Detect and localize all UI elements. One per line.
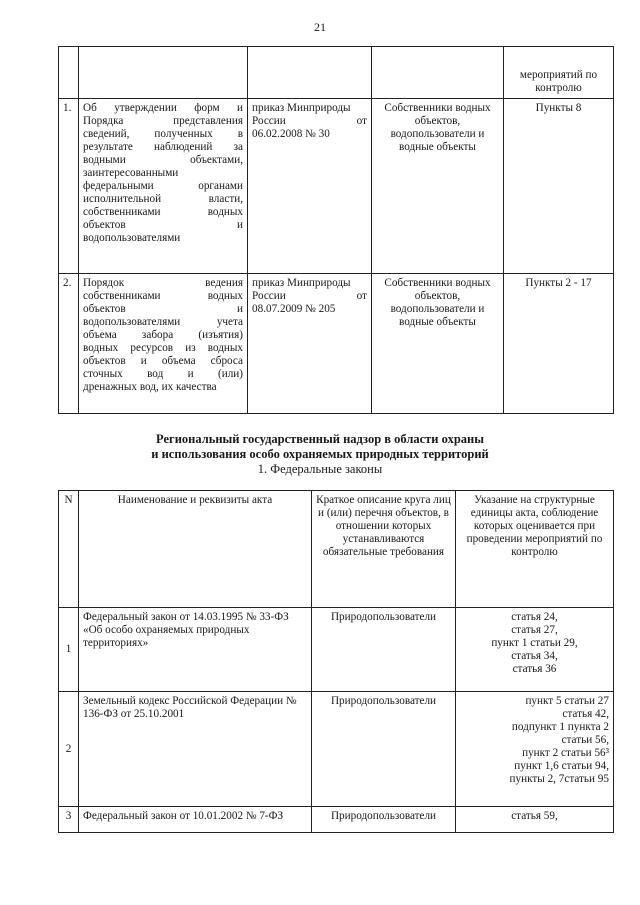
table-row xyxy=(59,692,614,807)
subjects-cell: Собственники водных объектов, водопользователи и водные объекты xyxy=(372,99,504,274)
point-line: подпункт 1 пункта 2 xyxy=(511,721,609,733)
act-name-line: дренажных вод, их качества xyxy=(83,381,217,393)
act-reference-line: 08.07.2009 № 205 xyxy=(252,303,336,315)
row-number: 3 xyxy=(59,807,79,833)
act-reference-line: России от xyxy=(252,290,367,302)
act-name-line: объема забора (изъятия) xyxy=(83,329,243,341)
act-reference-cell xyxy=(248,99,372,274)
point-line: статья 42, xyxy=(562,708,609,720)
subjects-cell: Собственники водных объектов, водопользователи и водные объекты xyxy=(372,274,504,414)
act-name-line: федеральными органами xyxy=(83,180,243,192)
header-description: Краткое описание круга лиц и (или) перечня объектов, в отношении которых устанавливаются обязательные требования xyxy=(312,491,456,608)
act-name-line: собственниками водных xyxy=(83,290,243,302)
act-name-line: Об утверждении форм и xyxy=(83,102,243,114)
points-cell: Пункты 8 xyxy=(504,99,614,274)
page-number: 21 xyxy=(314,20,326,34)
header-act-name: Наименование и реквизиты акта xyxy=(79,491,312,608)
header-cell-empty xyxy=(79,47,248,99)
row-number: 1 xyxy=(59,608,79,692)
table-row xyxy=(59,274,614,414)
point-line: статья 24, xyxy=(511,611,558,623)
act-name-line: Порядка представления xyxy=(83,115,243,127)
act-name-line: сведений, полученных в xyxy=(83,128,243,140)
point-line: статья 34, xyxy=(511,650,558,662)
point-line: пункт 1 статьи 29, xyxy=(491,637,578,649)
header-cell-empty xyxy=(372,47,504,99)
act-name-cell: Федеральный закон от 10.01.2002 № 7-ФЗ xyxy=(79,807,312,833)
act-reference-line: 06.02.2008 № 30 xyxy=(252,128,330,140)
act-name-line: водных ресурсов из водных xyxy=(83,342,243,354)
act-name-line: Порядок ведения xyxy=(83,277,243,289)
points-cell: Пункты 2 - 17 xyxy=(504,274,614,414)
header-cell-empty xyxy=(248,47,372,99)
act-name-line: результате наблюдений за xyxy=(83,141,243,153)
act-name-line: объектов и xyxy=(83,303,243,315)
act-name-line: исполнительной власти, xyxy=(83,193,243,205)
section-title-line-1: Региональный государственный надзор в области охраны xyxy=(156,432,484,446)
point-line: статьи 56, xyxy=(561,734,609,746)
point-line: пункт 1,6 статьи 94, xyxy=(514,760,609,772)
subjects-cell: Природопользователи xyxy=(312,807,456,833)
protected-areas-table xyxy=(58,490,614,833)
act-name-line: заинтересованными xyxy=(83,167,179,179)
act-name-line: водопользователями xyxy=(83,232,181,244)
table-row xyxy=(59,608,614,692)
act-name-cell: Федеральный закон от 14.03.1995 № 33-ФЗ «Об особо охраняемых природных территориях» xyxy=(79,608,312,692)
act-name-line: водопользователями учета xyxy=(83,316,243,328)
act-name-cell xyxy=(79,99,248,274)
section-title-line-2: и использования особо охраняемых природных территорий xyxy=(151,447,489,461)
header-num: N xyxy=(59,491,79,608)
point-line: пункт 2 статьи 56³ xyxy=(522,747,609,759)
act-reference-line: России от xyxy=(252,115,367,127)
row-number: 1. xyxy=(59,99,79,274)
header-cell-empty xyxy=(59,47,79,99)
point-line: статья 27, xyxy=(511,624,558,636)
point-line: статья 36 xyxy=(512,663,557,675)
point-line: пункт 5 статьи 27 xyxy=(525,695,609,707)
points-cell xyxy=(456,692,614,807)
table-row xyxy=(59,99,614,274)
header-points: Указание на структурные единицы акта, соблюдение которых оценивается при проведении мероприятий по контролю xyxy=(456,491,614,608)
table-row xyxy=(59,807,614,833)
table-header-continuation-row xyxy=(59,47,614,99)
act-name-line: объектов и xyxy=(83,219,243,231)
act-name-line: сточных вод и (или) xyxy=(83,368,243,380)
points-cell xyxy=(456,807,614,833)
points-cell xyxy=(456,608,614,692)
subjects-cell: Природопользователи xyxy=(312,608,456,692)
row-number: 2 xyxy=(59,692,79,807)
act-reference-cell xyxy=(248,274,372,414)
act-reference-line: приказ Минприроды xyxy=(252,102,351,114)
section-subtitle: 1. Федеральные законы xyxy=(257,462,383,476)
table-header-row xyxy=(59,491,614,608)
row-number: 2. xyxy=(59,274,79,414)
subjects-cell: Природопользователи xyxy=(312,692,456,807)
act-name-line: водными объектами, xyxy=(83,154,243,166)
act-name-line: объектов и объема сброса xyxy=(83,355,243,367)
point-line: статья 59, xyxy=(511,810,558,822)
water-acts-table xyxy=(58,46,614,414)
act-name-cell xyxy=(79,274,248,414)
act-name-cell: Земельный кодекс Российской Федерации № 136-ФЗ от 25.10.2001 xyxy=(79,692,312,807)
act-name-line: собственниками водных xyxy=(83,206,243,218)
act-reference-line: приказ Минприроды xyxy=(252,277,351,289)
header-cell-points-continuation: мероприятий по контролю xyxy=(504,47,614,99)
point-line: пункты 2, 7статьи 95 xyxy=(509,773,609,785)
